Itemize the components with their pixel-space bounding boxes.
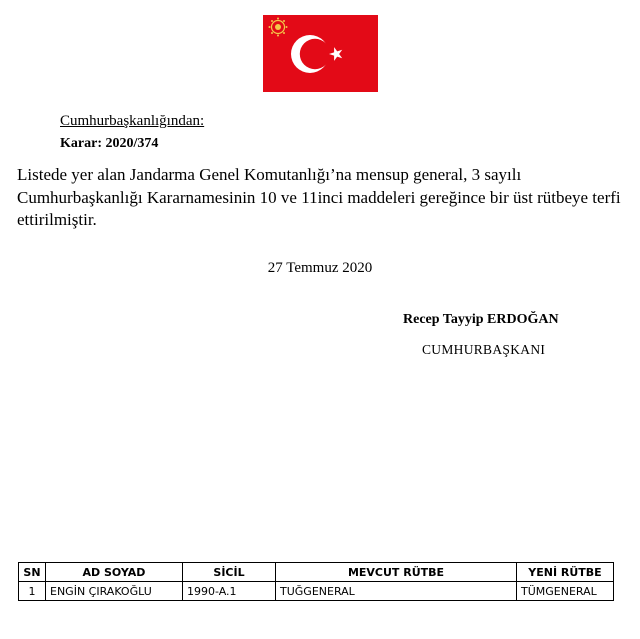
crescent-star-icon [263,15,378,92]
table-header-row [19,563,614,582]
turkish-flag [263,15,378,92]
column-header-name: AD SOYAD [46,563,183,582]
cell-new-rank: TÜMGENERAL [517,582,614,601]
cell-sn: 1 [19,582,46,601]
decree-number [60,136,158,152]
institution-header: Cumhurbaşkanlığından: [60,113,205,129]
decree-date: 27 Temmuz 2020 [267,260,373,276]
decree-label: Karar: [60,136,102,151]
promotion-table [18,562,614,601]
signer-name: Recep Tayyip ERDOĞAN [403,312,559,327]
signer-title: CUMHURBAŞKANI [422,342,546,357]
column-header-sn: SN [19,563,46,582]
column-header-current-rank: MEVCUT RÜTBE [276,563,517,582]
cell-name: ENGİN ÇIRAKOĞLU [46,582,183,601]
decree-value: 2020/374 [105,136,159,151]
presidential-seal [269,18,288,37]
decree-body-text: Listede yer alan Jandarma Genel Komutanlığı’na mensup general, 3 sayılı Cumhurbaşkanlığı Kararnamesinin 10 ve 11inci maddeleri gereğince bir üst rütbeye terfi ettirilmiştir. [17,165,621,229]
cell-current-rank: TUĞGENERAL [276,582,517,601]
column-header-new-rank: YENİ RÜTBE [517,563,614,582]
column-header-sicil: SİCİL [183,563,276,582]
cell-sicil: 1990-A.1 [183,582,276,601]
table-row [19,582,614,601]
